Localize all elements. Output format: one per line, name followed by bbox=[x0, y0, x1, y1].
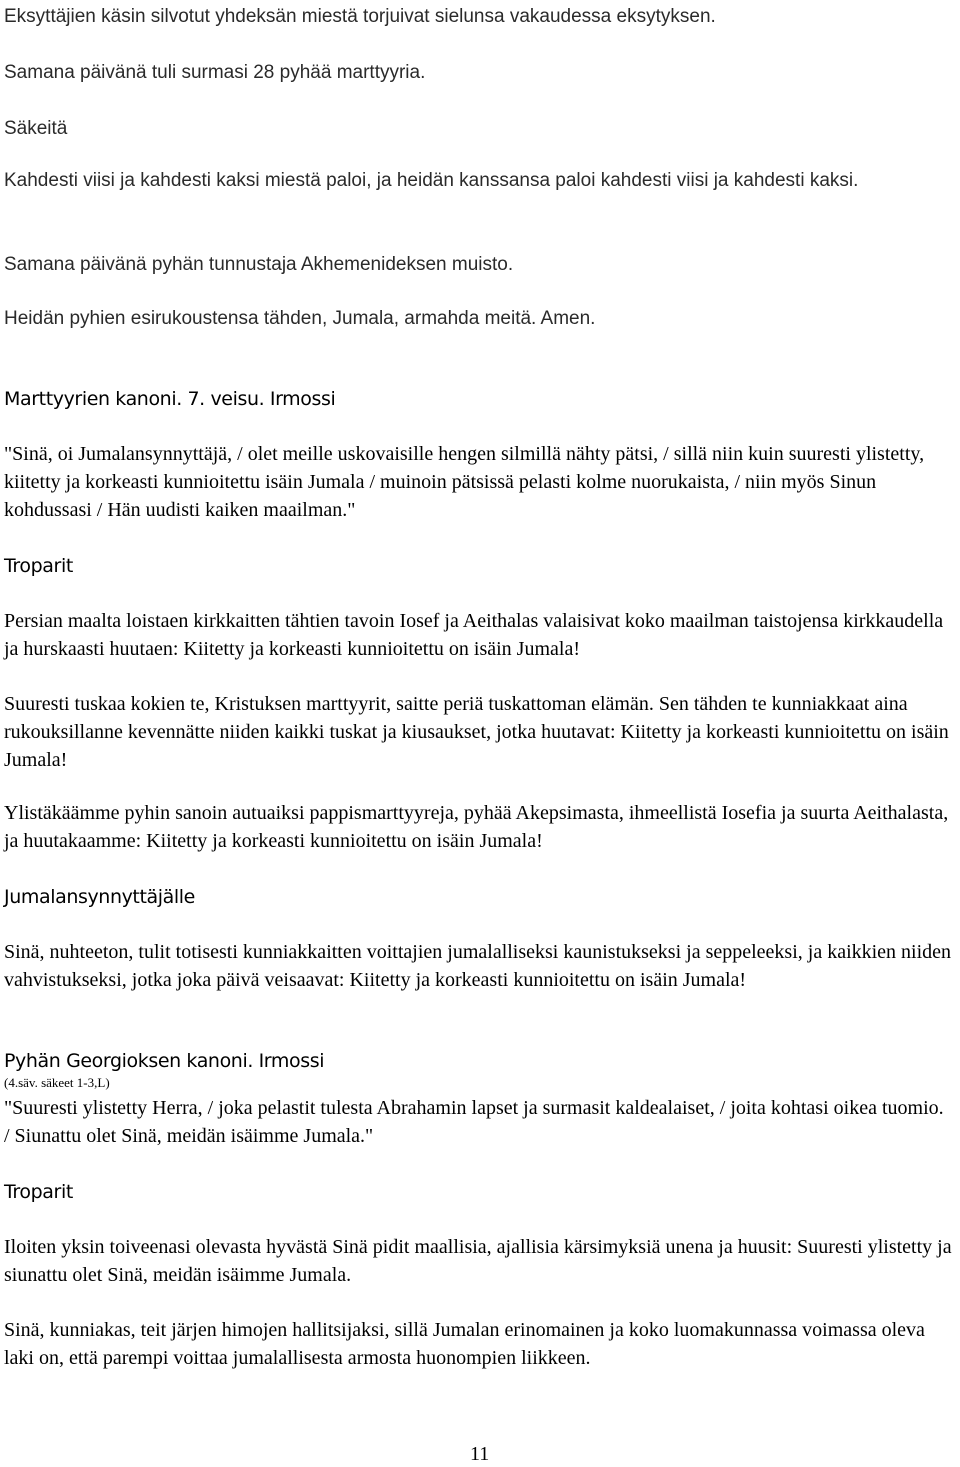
george-troparia-heading: Troparit bbox=[4, 1181, 73, 1203]
intro-line-1: Eksyttäjien käsin silvotut yhdeksän miestä torjuivat sielunsa vakaudessa eksytyksen. bbox=[4, 6, 716, 27]
george-canon-heading: Pyhän Georgioksen kanoni. Irmossi bbox=[4, 1050, 325, 1072]
george-troparion-2: Sinä, kunniakas, teit järjen himojen hallitsijaksi, sillä Jumalan erinomainen ja koko luomakunnassa voimassa oleva laki on, että parempi voittaa jumalallisesta armosta huonompien liikkeen. bbox=[4, 1319, 925, 1369]
martyrs-troparion-2: Suuresti tuskaa kokien te, Kristuksen marttyyrit, saitte periä tuskattoman elämän. Sen tähden te kunniakkaat aina rukouksillanne kevennätte niiden kaikki tuskat ja kiusaukset, jotka huutavat: Kiitetty ja korkeasti kunnioitettu on isäin Jumala! bbox=[4, 693, 949, 771]
verses-paragraph-2: Samana päivänä pyhän tunnustaja Akhemenideksen muisto. bbox=[4, 254, 514, 275]
george-canon-note: (4.säv. säkeet 1-3,L) bbox=[4, 1075, 110, 1090]
page-number: 11 bbox=[470, 1443, 490, 1465]
verses-paragraph-3: Heidän pyhien esirukoustensa tähden, Jumala, armahda meitä. Amen. bbox=[4, 308, 596, 329]
theotokion-text: Sinä, nuhteeton, tulit totisesti kunniakkaitten voittajien jumalalliseksi kaunistukseksi ja seppeleeksi, ja kaikkien niiden vahvistukseksi, jotka joka päivä veisaavat: Kiitetty ja korkeasti kunnioitettu on isäin Jumala! bbox=[4, 941, 952, 991]
verses-paragraph-1: Kahdesti viisi ja kahdesti kaksi miestä paloi, ja heidän kanssansa paloi kahdesti viisi ja kahdesti kaksi. bbox=[4, 170, 859, 191]
martyrs-irmos: "Sinä, oi Jumalansynnyttäjä, / olet meille uskovaisille hengen silmillä nähty pätsi, / sillä niin kuin suuresti ylistetty, kiitetty ja korkeasti kunnioitettu isäin Jumala / muinoin pätsissä pelasti kolme nuorukaista, / niin myös Sinun kohdussasi / Hän uudisti kaiken maailman." bbox=[4, 443, 925, 521]
theotokion-heading: Jumalansynnyttäjälle bbox=[4, 886, 195, 908]
martyrs-canon-heading: Marttyyrien kanoni. 7. veisu. Irmossi bbox=[4, 388, 336, 410]
martyrs-troparia-heading: Troparit bbox=[4, 555, 73, 577]
george-irmos: "Suuresti ylistetty Herra, / joka pelastit tulesta Abrahamin lapset ja surmasit kaldealaiset, / joita kohtasi oikea tuomio. / Siunattu olet Sinä, meidän isäimme Jumala." bbox=[4, 1097, 944, 1147]
verses-heading: Säkeitä bbox=[4, 118, 68, 139]
martyrs-troparion-1: Persian maalta loistaen kirkkaitten tähtien tavoin Iosef ja Aeithalas valaisivat koko maailman taistojensa kirkkaudella ja hurskaasti huutaen: Kiitetty ja korkeasti kunnioitettu on isäin Jumala! bbox=[4, 610, 944, 660]
george-troparion-1: Iloiten yksin toiveenasi olevasta hyvästä Sinä pidit maallisia, ajallisia kärsimyksiä unena ja huusit: Suuresti ylistetty ja siunattu olet Sinä, meidän isäimme Jumala. bbox=[4, 1236, 952, 1286]
intro-line-2: Samana päivänä tuli surmasi 28 pyhää marttyyria. bbox=[4, 62, 426, 83]
martyrs-troparion-3: Ylistäkäämme pyhin sanoin autuaiksi pappismarttyyreja, pyhää Akepsimasta, ihmeellistä Iosefia ja suurta Aeithalasta, ja huutakaamme: Kiitetty ja korkeasti kunnioitettu on isäin Jumala! bbox=[4, 802, 949, 852]
